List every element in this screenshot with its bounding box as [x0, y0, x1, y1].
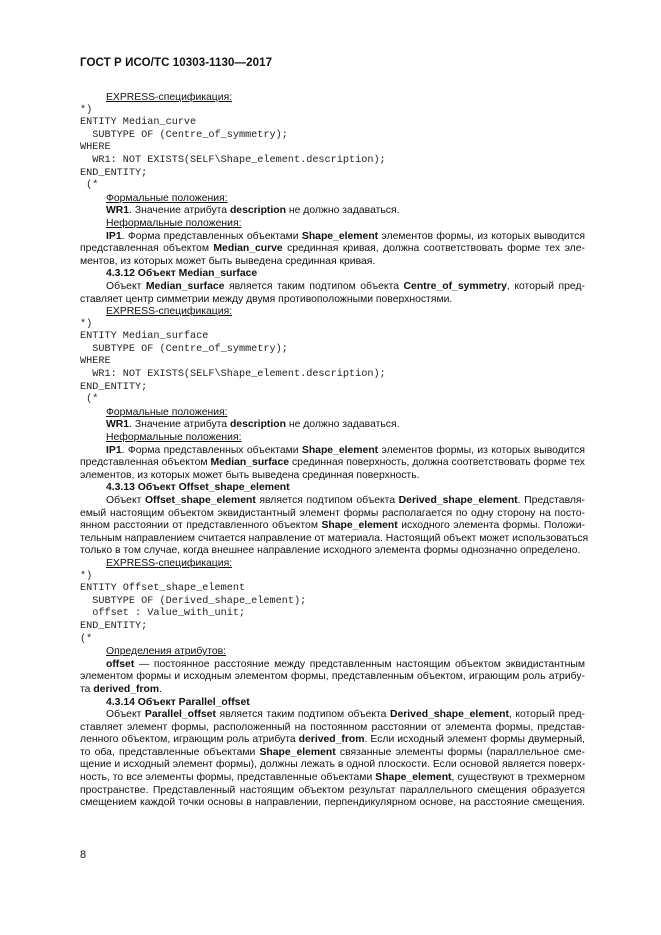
- text-run: . Если исходный элемент формы двумерный,: [364, 734, 586, 746]
- text-run: элементов, из которых может быть выведена срединная поверхность.: [80, 469, 420, 481]
- text-line: [80, 722, 585, 735]
- text-run: щение и исходный элемент формы), должны лежать в одной плоскости. Если основой является поверх-: [80, 759, 586, 771]
- text-line: [80, 256, 585, 269]
- code-line: ENTITY Median_surface: [80, 331, 209, 343]
- code-line: SUBTYPE OF (Centre_of_symmetry);: [80, 129, 288, 141]
- code-line: WHERE: [80, 356, 111, 368]
- text-line: [80, 470, 585, 483]
- bold-term: Derived_shape_element: [398, 495, 518, 506]
- bold-term: WR1: [106, 419, 130, 431]
- text-run: , который пред-: [508, 709, 585, 721]
- text-line: [80, 281, 585, 294]
- code-line: END_ENTITY;: [80, 381, 148, 393]
- code-line: ENTITY Median_curve: [80, 117, 197, 129]
- bold-term: WR1: [106, 205, 130, 217]
- text-run: Объект: [106, 709, 145, 721]
- subheading: [80, 92, 585, 105]
- bold-term: Offset_shape_element: [144, 495, 256, 506]
- text-line: [80, 785, 585, 798]
- bold-term: Shape_element: [301, 230, 379, 242]
- text-run: емый настоящим объектом эквидистантный элемент формы располагается по одну сторону на посто-: [80, 507, 585, 519]
- text-run: , существуют в трехмерном: [451, 772, 585, 784]
- code-line: WHERE: [80, 142, 111, 154]
- code-line: (*: [80, 180, 99, 192]
- text-line: [80, 495, 585, 508]
- text-line: [80, 545, 585, 558]
- subheading-text: Неформальные положения:: [106, 432, 242, 444]
- text-line: [80, 532, 589, 546]
- text-run: смещением каждой точки основы в направлении, перпендикулярном основе, на расстояние смещения.: [80, 797, 585, 809]
- text-line: [80, 709, 585, 722]
- code-line: END_ENTITY;: [80, 620, 148, 632]
- page-number: 8: [80, 849, 87, 861]
- text-line: [80, 419, 585, 432]
- bold-term: Median_curve: [213, 243, 283, 255]
- text-run: представленная объектом: [80, 243, 214, 255]
- bold-term: Centre_of_symmetry: [403, 280, 507, 292]
- subheading-text: Неформальные положения:: [106, 217, 242, 229]
- text-run: не должно задаваться.: [285, 419, 400, 431]
- text-run: ность, то все элементы формы, представленные объектами: [80, 772, 376, 784]
- subheading: [80, 407, 585, 420]
- bold-term: derived_from: [298, 734, 365, 746]
- subheading-text: EXPRESS-спецификация:: [106, 557, 233, 569]
- text-line: [80, 457, 585, 470]
- bold-term: derived_from: [93, 683, 160, 695]
- code-line: WR1: NOT EXISTS(SELF\Shape_element.description);: [80, 369, 386, 381]
- text-run: то оба, представленные объектами: [80, 746, 260, 758]
- text-run: ментов, из которых может быть выведена срединная кривая.: [80, 255, 376, 267]
- bold-term: description: [229, 419, 286, 431]
- document-body: [80, 92, 589, 810]
- code-line: WR1: NOT EXISTS(SELF\Shape_element.description);: [80, 154, 386, 166]
- text-run: . Значение атрибута: [129, 419, 230, 431]
- text-run: .: [159, 683, 163, 695]
- bold-term: Shape_element: [301, 444, 379, 456]
- text-line: [80, 243, 585, 256]
- text-run: срединная поверхность, должна соответствовать форме тех: [289, 457, 585, 469]
- bold-term: IP1: [106, 230, 122, 242]
- text-line: [80, 734, 585, 747]
- text-line: [80, 294, 585, 307]
- section-heading: 4.3.13 Объект Offset_shape_element: [106, 482, 290, 494]
- code-line: *): [80, 104, 93, 116]
- text-line: [80, 671, 585, 684]
- text-run: . Форма представленных объектами: [121, 230, 302, 242]
- subheading-text: EXPRESS-спецификация:: [106, 92, 233, 103]
- text-run: ставляет элемент формы, расположенный на постоянном расстоянии от элемента формы, представ-: [80, 721, 585, 733]
- text-run: срединная кривая, должна соответствовать форме тех эле-: [282, 243, 585, 255]
- text-line: [80, 205, 585, 218]
- bold-term: offset: [106, 658, 135, 670]
- bold-term: Derived_shape_element: [389, 709, 509, 721]
- subheading: [80, 558, 585, 571]
- code-line: offset : Value_with_unit;: [80, 608, 246, 620]
- text-line: [80, 508, 585, 521]
- section-heading: 4.3.14 Объект Parallel_offset: [106, 696, 250, 708]
- bold-term: Shape_element: [375, 772, 452, 784]
- text-run: является таким подтипом объекта: [215, 709, 390, 721]
- text-run: исходного элемента формы. Положи-: [397, 520, 585, 532]
- text-line: [80, 772, 585, 785]
- code-line: SUBTYPE OF (Centre_of_symmetry);: [80, 343, 288, 355]
- subheading-text: EXPRESS-спецификация:: [106, 306, 233, 318]
- code-line: (*: [80, 633, 93, 645]
- section-heading: 4.3.12 Объект Median_surface: [106, 268, 258, 280]
- bold-term: Parallel_offset: [144, 709, 216, 721]
- text-line: [80, 747, 585, 760]
- text-line: [80, 231, 585, 244]
- text-run: элементом формы и исходным элементом формы, представленным объектом, играющим роль атрибу-: [80, 671, 585, 683]
- bold-term: description: [229, 205, 286, 217]
- text-run: янном расстоянии от представленного объектом: [80, 520, 322, 532]
- text-run: элементов формы, из которых выводится: [378, 230, 585, 242]
- bold-term: Shape_element: [259, 746, 336, 758]
- bold-term: IP1: [106, 444, 122, 456]
- code-line: (*: [80, 394, 99, 406]
- text-run: — постоянное расстояние между представленным настоящим объектом эквидистантным: [134, 658, 585, 670]
- text-run: Объект: [106, 280, 146, 292]
- code-line: *): [80, 570, 93, 582]
- bold-term: Median_surface: [210, 457, 290, 469]
- subheading: [80, 646, 585, 659]
- text-run: связанные элементы формы (параллельное сме-: [335, 746, 586, 758]
- text-run: только в том случае, когда внешнее направление исходного элемента формы однозначно определено.: [80, 545, 581, 557]
- code-line: END_ENTITY;: [80, 167, 148, 179]
- text-run: ставляет центр симметрии между двумя противоположными поверхностями.: [80, 293, 453, 305]
- text-run: та: [80, 683, 94, 695]
- subheading: [80, 306, 585, 319]
- code-line: *): [80, 318, 93, 330]
- text-run: . Представля-: [517, 495, 586, 506]
- subheading-text: Определения атрибутов:: [106, 646, 227, 658]
- text-run: представленная объектом: [80, 457, 211, 469]
- text-line: [80, 520, 585, 533]
- text-line: [80, 684, 585, 697]
- text-run: элементов формы, из которых выводится: [378, 444, 585, 456]
- text-run: пространстве. Представленный настоящим объектом результат параллельного смещения образуется: [80, 784, 585, 796]
- text-run: не должно задаваться.: [285, 205, 400, 217]
- subheading-text: Формальные положения:: [106, 406, 228, 418]
- text-run: Объект: [106, 495, 145, 506]
- text-line: [80, 759, 585, 772]
- text-run: является подтипом объекта: [255, 495, 399, 506]
- text-run: . Форма представленных объектами: [121, 444, 302, 456]
- text-run: , который пред-: [506, 280, 586, 292]
- subheading-text: Формальные положения:: [106, 192, 228, 204]
- text-run: ленного объектом, играющим роль атрибута: [80, 734, 299, 746]
- bold-term: Shape_element: [321, 520, 398, 532]
- text-line: [80, 659, 585, 672]
- text-run: тельным направлением считается направление от материала. Настоящий объект может использоваться: [80, 532, 589, 544]
- text-run: . Значение атрибута: [129, 205, 230, 217]
- subheading: [80, 193, 585, 206]
- subheading: [80, 218, 585, 231]
- document-header: ГОСТ Р ИСО/ТС 10303-1130—2017: [80, 57, 273, 69]
- subheading: [80, 432, 585, 445]
- code-line: SUBTYPE OF (Derived_shape_element);: [80, 595, 307, 607]
- code-line: ENTITY Offset_shape_element: [80, 583, 246, 595]
- text-line: [80, 797, 585, 810]
- bold-term: Median_surface: [145, 280, 225, 292]
- text-line: [80, 445, 585, 458]
- text-run: является таким подтипом объекта: [224, 280, 404, 292]
